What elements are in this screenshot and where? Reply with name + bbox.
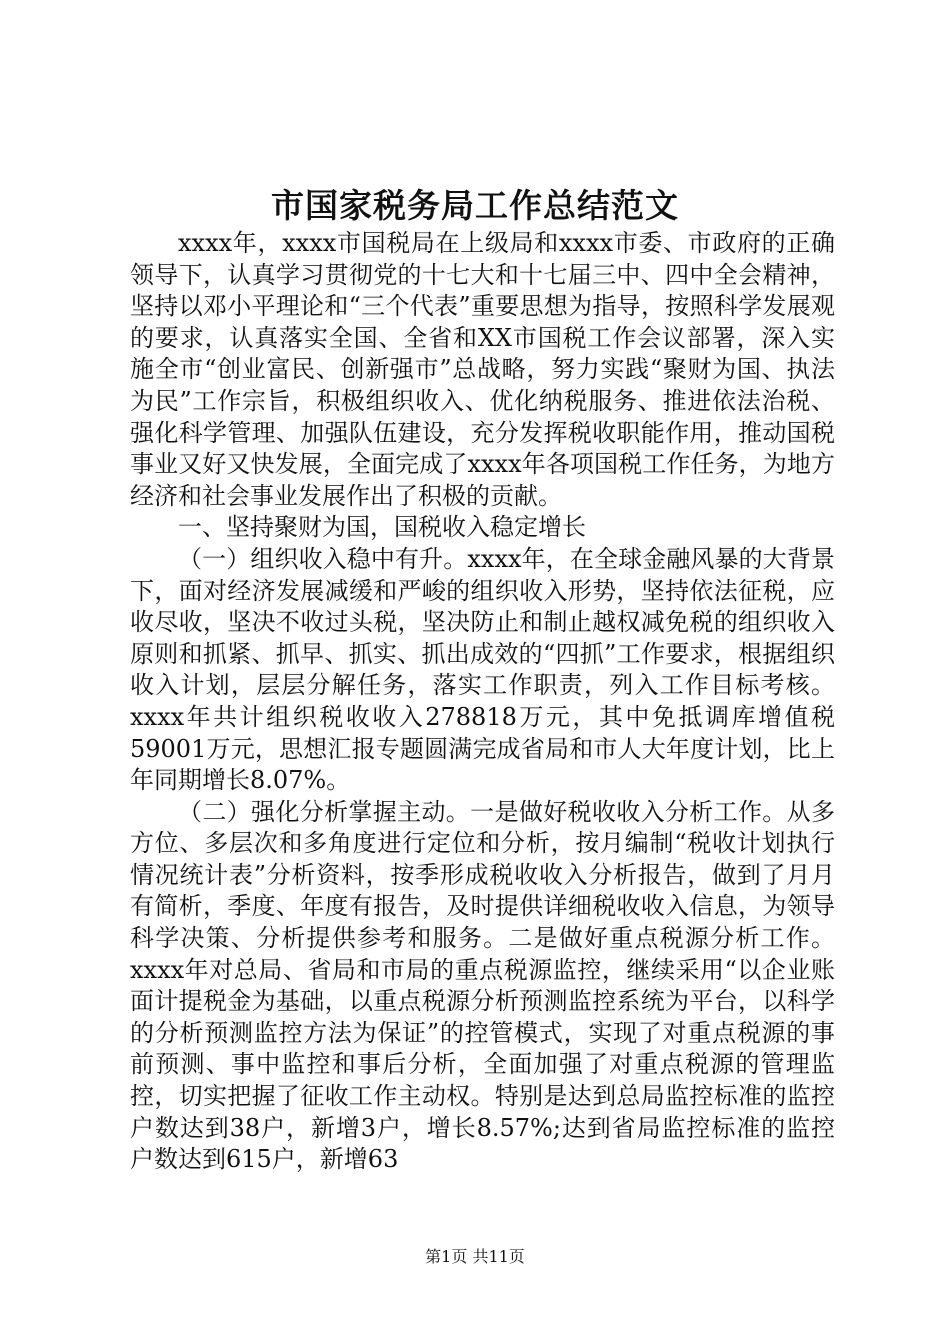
intro-paragraph: xxxx年，xxxx市国税局在上级局和xxxx市委、市政府的正确领导下，认真学习贯彻党的十七大和十七届三中、四中全会精神，坚持以邓小平理论和“三个代表”重要思想为指导，按照科学发展观的要求，认真落实全国、全省和XX市国税工作会议部署，深入实施全市“创业富民、创新强市”总战略，努力实践“聚财为国、执法为民”工作宗旨，积极组织收入、优化纳税服务、推进依法治税、强化科学管理、加强队伍建设，充分发挥税收职能作用，推动国税事业又好又快发展，全面完成了xxxx年各项国税工作任务，为地方经济和社会事业发展作出了积极的贡献。 — [130, 229, 835, 510]
document-body — [130, 228, 835, 1176]
section-heading-1: 一、坚持聚财为国，国税收入稳定增长 — [178, 513, 586, 542]
subsection-paragraph-2: （二）强化分析掌握主动。一是做好税收收入分析工作。从多方位、多层次和多角度进行定位和分析，按月编制“税收计划执行情况统计表”分析资料，按季形成税收收入分析报告，做到了月月有简析，季度、年度有报告，及时提供详细税收收入信息，为领导科学决策、分析提供参考和服务。二是做好重点税源分析工作。xxxx年对总局、省局和市局的重点税源监控，继续采用“以企业账面计提税金为基础，以重点税源分析预测监控系统为平台，以科学的分析预测监控方法为保证”的控管模式，实现了对重点税源的事前预测、事中监控和事后分析，全面加强了对重点税源的管理监控，切实把握了征收工作主动权。特别是达到总局监控标准的监控户数达到38户，新增3户，增长8.57%;达到省局监控标准的监控户数达到615户，新增63 — [130, 797, 835, 1174]
document-title: 市国家税务局工作总结范文 — [271, 186, 679, 225]
subsection-paragraph-1: （一）组织收入稳中有升。xxxx年，在全球金融风暴的大背景下，面对经济发展减缓和严峻的组织收入形势，坚持依法征税，应收尽收，坚决不收过头税，坚决防止和制止越权减免税的组织收入原则和抓紧、抓早、抓实、抓出成效的“四抓”工作要求，根据组织收入计划，层层分解任务，落实工作职责，列入工作目标考核。xxxx年共计组织税收收入278818万元，其中免抵调库增值税59001万元，思想汇报专题圆满完成省局和市人大年度计划，比上年同期增长8.07%。 — [130, 544, 835, 795]
page-number-footer: 第1页 共11页 — [425, 1247, 525, 1266]
